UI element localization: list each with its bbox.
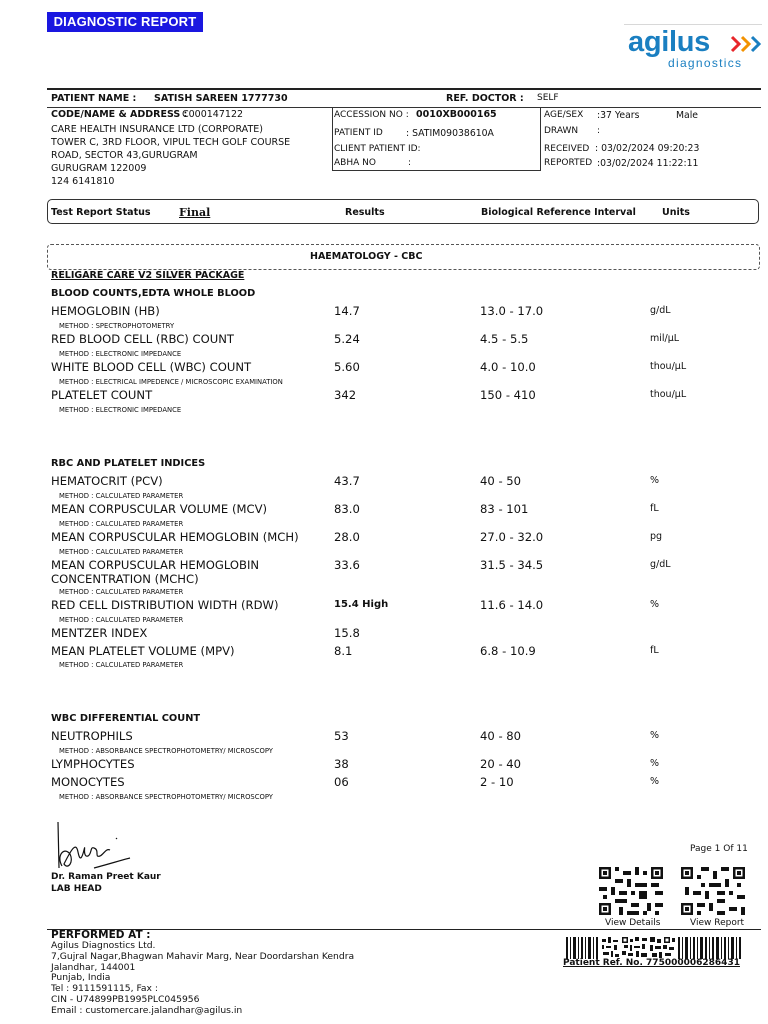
test-value-flagged: 15.4 High: [334, 599, 389, 610]
reference-column-header: Biological Reference Interval: [481, 207, 636, 218]
abha-label: ABHA NO: [334, 158, 376, 168]
department-title: HAEMATOLOGY - CBC: [310, 251, 423, 262]
patient-ref-number: Patient Ref. No. 775000006286431: [563, 958, 740, 968]
address-line: GURUGRAM 122009: [51, 163, 147, 174]
test-method: METHOD : ELECTRICAL IMPEDENCE / MICROSCOPIC EXAMINATION: [59, 378, 283, 386]
test-unit: mil/µL: [650, 333, 680, 344]
reported-value: :03/02/2024 11:22:11: [597, 158, 699, 169]
test-row: [51, 598, 751, 614]
accession-label: ACCESSION NO :: [334, 110, 409, 120]
logo-rule: [624, 24, 762, 25]
qr-code-view-report-icon[interactable]: [681, 867, 745, 915]
package-name: RELIGARE CARE V2 SILVER PACKAGE: [51, 270, 245, 281]
test-method: METHOD : CALCULATED PARAMETER: [59, 492, 184, 500]
test-row: [51, 775, 751, 791]
patient-name-label: PATIENT NAME :: [51, 93, 137, 104]
address-line: CARE HEALTH INSURANCE LTD (CORPORATE): [51, 124, 263, 135]
address-line: 124 6141810: [51, 176, 115, 187]
column-divider: [540, 108, 541, 170]
test-name-line2: CONCENTRATION (MCHC): [51, 572, 199, 586]
age-value: :37 Years: [597, 110, 640, 121]
patient-id-label: PATIENT ID: [334, 128, 383, 138]
view-details-link[interactable]: View Details: [605, 918, 661, 928]
test-name: MEAN CORPUSCULAR HEMOGLOBIN: [51, 558, 260, 572]
test-row: [51, 388, 751, 404]
age-sex-label: AGE/SEX: [544, 110, 584, 120]
test-row: [51, 644, 751, 660]
ref-doctor-label: REF. DOCTOR :: [446, 93, 524, 104]
lab-address-line: Agilus Diagnostics Ltd.: [51, 940, 156, 951]
test-value: 8.1: [334, 644, 353, 658]
client-patient-id-label: CLIENT PATIENT ID:: [334, 144, 421, 154]
test-reference: 4.5 - 5.5: [480, 332, 529, 346]
test-reference: 40 - 80: [480, 729, 522, 743]
test-unit: %: [650, 758, 660, 769]
test-row: [51, 729, 751, 745]
test-value: 83.0: [334, 502, 360, 516]
test-value: 14.7: [334, 304, 360, 318]
test-name: MEAN PLATELET VOLUME (MPV): [51, 644, 235, 658]
test-value: 43.7: [334, 474, 360, 488]
patient-row-rule: [47, 107, 761, 108]
reported-label: REPORTED: [544, 158, 593, 168]
test-name: MEAN CORPUSCULAR HEMOGLOBIN (MCH): [51, 530, 299, 544]
test-reference: 6.8 - 10.9: [480, 644, 536, 658]
ref-doctor-value: SELF: [537, 93, 559, 103]
view-report-link[interactable]: View Report: [690, 918, 745, 928]
test-reference: 13.0 - 17.0: [480, 304, 544, 318]
page-number: Page 1 Of 11: [690, 844, 748, 854]
chevrons-logo-icon: [730, 34, 764, 54]
test-row: [51, 502, 751, 518]
test-name: WHITE BLOOD CELL (WBC) COUNT: [51, 360, 252, 374]
test-value: 28.0: [334, 530, 360, 544]
barcode-icon: [566, 937, 742, 959]
section-rbc-indices: RBC AND PLATELET INDICES: [51, 458, 206, 469]
test-value: 06: [334, 775, 349, 789]
signature-icon: [54, 818, 134, 874]
test-row: [51, 757, 751, 773]
test-reference: 31.5 - 34.5: [480, 558, 544, 572]
test-value: 342: [334, 388, 357, 402]
status-value: Final: [179, 206, 211, 219]
sex-value: Male: [676, 110, 699, 121]
accession-value: 0010XB000165: [416, 109, 497, 120]
patient-id-value: : SATIM09038610A: [406, 128, 494, 139]
units-column-header: Units: [662, 207, 690, 218]
lab-address-line: Email : customercare.jalandhar@agilus.in: [51, 1004, 243, 1016]
test-reference: 40 - 50: [480, 474, 522, 488]
test-unit: g/dL: [650, 559, 671, 570]
code-address-label: CODE/NAME & ADDRESS :: [51, 109, 188, 120]
column-bottom-rule: [332, 170, 541, 171]
test-unit: %: [650, 599, 660, 610]
test-unit: pg: [650, 531, 663, 542]
test-reference: 83 - 101: [480, 502, 529, 516]
lab-address-line: 7,Gujral Nagar,Bhagwan Mahavir Marg, Near Doordarshan Kendra: [51, 950, 355, 962]
header-rule-top: [47, 88, 761, 90]
test-name: MONOCYTES: [51, 775, 125, 789]
test-method: METHOD : CALCULATED PARAMETER: [59, 588, 184, 596]
test-value: 5.24: [334, 332, 360, 346]
test-name: PLATELET COUNT: [51, 388, 153, 402]
test-row: [51, 530, 751, 546]
test-unit: %: [650, 475, 660, 486]
test-method: METHOD : ELECTRONIC IMPEDANCE: [59, 406, 182, 414]
address-line: ROAD, SECTOR 43,GURUGRAM: [51, 150, 198, 161]
report-title-badge: DIAGNOSTIC REPORT: [47, 12, 203, 32]
signatory-title: LAB HEAD: [51, 884, 102, 894]
client-address: [51, 123, 290, 188]
performed-at-label: PERFORMED AT :: [51, 929, 151, 941]
test-name: HEMATOCRIT (PCV): [51, 474, 163, 488]
footer-rule: [47, 929, 761, 930]
qr-code-view-details-icon[interactable]: [599, 867, 663, 915]
lab-address-line: Punjab, India: [51, 972, 111, 984]
test-value: 53: [334, 729, 349, 743]
test-value: 5.60: [334, 360, 360, 374]
test-row: [51, 304, 751, 320]
brand-logo-sub: diagnostics: [668, 56, 743, 70]
received-value: : 03/02/2024 09:20:23: [595, 143, 700, 154]
section-wbc-differential: WBC DIFFERENTIAL COUNT: [51, 713, 201, 724]
patient-name-value: SATISH SAREEN 1777730: [154, 93, 288, 104]
test-method: METHOD : ELECTRONIC IMPEDANCE: [59, 350, 182, 358]
brand-logo-word: agilus: [628, 26, 710, 58]
status-label: Test Report Status: [51, 207, 151, 218]
test-method: METHOD : CALCULATED PARAMETER: [59, 616, 184, 624]
test-name: RED BLOOD CELL (RBC) COUNT: [51, 332, 234, 346]
column-divider: [332, 108, 333, 170]
test-unit: g/dL: [650, 305, 671, 316]
test-name: LYMPHOCYTES: [51, 757, 135, 771]
section-blood-counts: BLOOD COUNTS,EDTA WHOLE BLOOD: [51, 288, 256, 299]
drawn-value: :: [597, 126, 601, 136]
test-row: [51, 626, 751, 642]
test-method: METHOD : ABSORBANCE SPECTROPHOTOMETRY/ MICROSCOPY: [59, 793, 273, 801]
test-name: MEAN CORPUSCULAR VOLUME (MCV): [51, 502, 268, 516]
test-reference: 11.6 - 14.0: [480, 598, 544, 612]
test-name: RED CELL DISTRIBUTION WIDTH (RDW): [51, 598, 279, 612]
test-name-continuation: [51, 572, 751, 588]
test-row: [51, 360, 751, 376]
test-value: 38: [334, 757, 349, 771]
test-name: MENTZER INDEX: [51, 626, 148, 640]
test-unit: thou/µL: [650, 361, 687, 372]
test-row: [51, 332, 751, 348]
results-column-header: Results: [345, 207, 385, 218]
address-line: TOWER C, 3RD FLOOR, VIPUL TECH GOLF COURSE: [51, 137, 291, 148]
test-value: 15.8: [334, 626, 360, 640]
test-reference: 4.0 - 10.0: [480, 360, 536, 374]
test-unit: thou/µL: [650, 389, 687, 400]
test-reference: 20 - 40: [480, 757, 522, 771]
lab-address-line: Tel : 9111591115, Fax :: [51, 983, 159, 995]
test-row: [51, 474, 751, 490]
drawn-label: DRAWN: [544, 126, 579, 136]
test-reference: 150 - 410: [480, 388, 536, 402]
test-unit: fL: [650, 645, 659, 656]
test-reference: 2 - 10: [480, 775, 514, 789]
test-unit: fL: [650, 503, 659, 514]
test-name: NEUTROPHILS: [51, 729, 133, 743]
lab-address-line: CIN - U74899PB1995PLC045956: [51, 993, 200, 1005]
lab-address: [51, 941, 354, 1017]
test-method: METHOD : CALCULATED PARAMETER: [59, 520, 184, 528]
abha-value: :: [408, 158, 412, 168]
test-unit: %: [650, 776, 660, 787]
test-method: METHOD : CALCULATED PARAMETER: [59, 661, 184, 669]
test-unit: %: [650, 730, 660, 741]
received-label: RECEIVED: [544, 144, 590, 154]
test-method: METHOD : SPECTROPHOTOMETRY: [59, 322, 175, 330]
test-method: METHOD : ABSORBANCE SPECTROPHOTOMETRY/ MICROSCOPY: [59, 747, 273, 755]
test-name: HEMOGLOBIN (HB): [51, 304, 160, 318]
test-method: METHOD : CALCULATED PARAMETER: [59, 548, 184, 556]
report-status-bar: [47, 199, 759, 224]
lab-address-line: Jalandhar, 144001: [51, 961, 136, 973]
test-value: 33.6: [334, 558, 360, 572]
signatory-name: Dr. Raman Preet Kaur: [51, 872, 161, 882]
test-reference: 27.0 - 32.0: [480, 530, 544, 544]
code-value: C000147122: [182, 109, 244, 120]
